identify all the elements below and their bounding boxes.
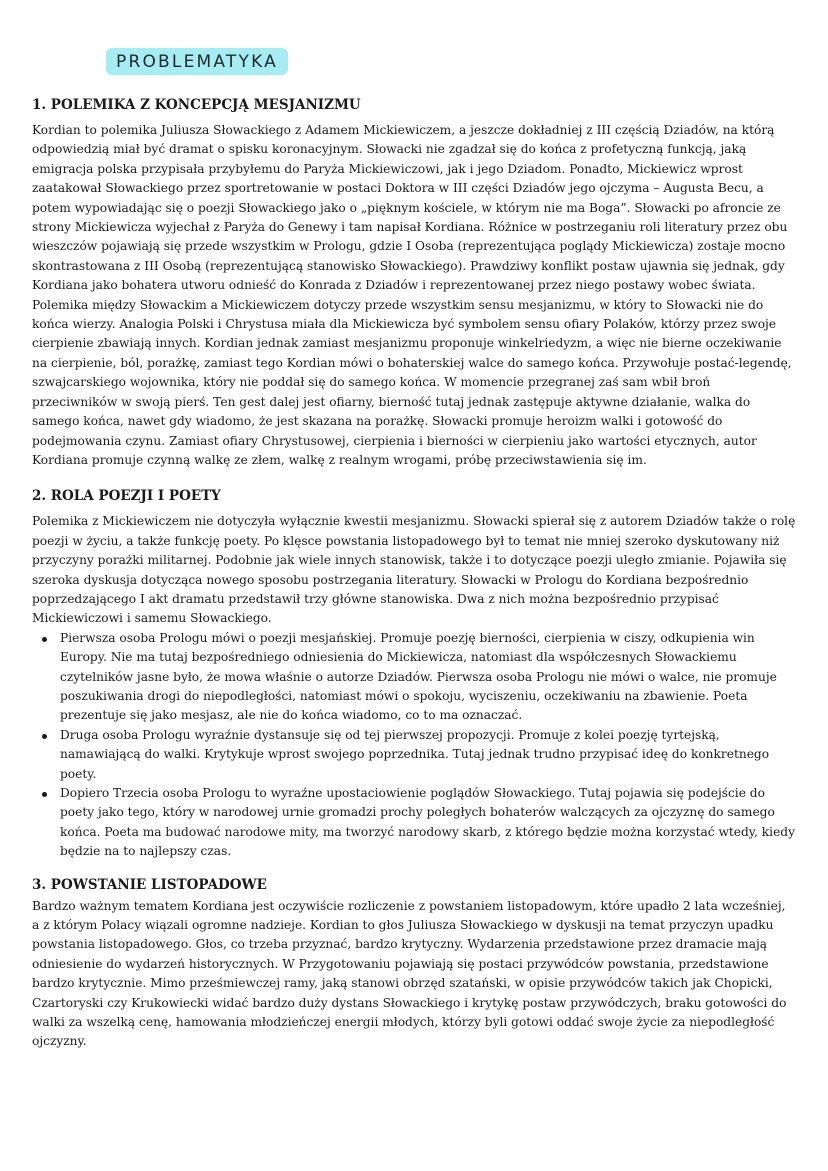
list-item-text: Pierwsza osoba Prologu mówi o poezji mesjańskiej. Promuje poezję bierności, cierpienia w ciszy, odkupienia win Europy. Nie ma tutaj bezpośredniego odniesienia do Mickiewicza, natomiast dla współczesnych Słowackiemu czytelników jasne było, że mowa właśnie o autorze Dziadów. Pierwsza osoba Prologu nie mówi o walce, nie promuje poszukiwania drogi do niepodległości, natomiast mówi o spokoju, wyciszeniu, oczekiwaniu na zbawienie. Poeta prezentuje się jako mesjasz, ale nie do końca wiadomo, co to ma oznaczać. <box>60 630 777 723</box>
section-rola-poezji <box>32 486 796 861</box>
list-item <box>60 784 796 862</box>
section-mesjanizm <box>32 95 796 470</box>
section-paragraph: Bardzo ważnym tematem Kordiana jest oczywiście rozliczenie z powstaniem listopadowym, które upadło 2 lata wcześniej, a z którym Polacy wiązali ogromne nadzieje. Kordian to głos Juliusza Słowackiego w dyskusji na temat przyczyn upadku powstania listopadowego. Głos, co trzeba przyznać, bardzo krytyczny. Wydarzenia przedstawione przez dramacie mają odniesienie do wydarzeń historycznych. W Przygotowaniu pojawiają się postaci przywódców powstania, przedstawione bardzo krytycznie. Mimo prześmiewczej ramy, jaką stanowi obrzęd szatański, w opisie przywódców takich jak Chopicki, Czartoryski czy Krukowiecki widać bardzo duży dystans Słowackiego i krytykę postaw przywódczych, braku gotowości do walki za wszelką cenę, hamowania młodzieńczej energii młodych, którzy byli gotowi oddać swoje życie za niepodległość ojczyzny. <box>32 898 787 1049</box>
list-item <box>60 726 796 784</box>
list-item-text: Druga osoba Prologu wyraźnie dystansuje się od tej pierwszej propozycji. Promuje z kolei poezję tyrtejską, namawiającą do walki. Krytykuje wprost swojego poprzednika. Tutaj jednak trudno przypisać ideę do konkretnego poety. <box>60 727 770 781</box>
document-page <box>32 48 796 1052</box>
bullet-icon <box>42 792 47 797</box>
section-powstanie <box>32 875 796 1052</box>
section-paragraph: Kordian to polemika Juliusza Słowackiego z Adamem Mickiewiczem, a jeszcze dokładniej z III częścią Dziadów, na którą odpowiedzią miał być dramat o spisku koronacyjnym. Słowacki nie zgadzał się do końca z profetyczną funkcją, jaką emigracja polska przypisała przybyłemu do Paryża Mickiewiczowi, jak i jego Dziadom. Ponadto, Mickiewicz wprost zaatakował Słowackiego przez sportretowanie w postaci Doktora w III części Dziadów jego ojczyma – Augusta Becu, a potem wypowiadając się o poezji Słowackiego jako o „pięknym kościele, w którym nie ma Boga”. Słowacki po afroncie ze strony Mickiewicza wyjechał z Paryża do Genewy i tam napisał Kordiana. Różnice w postrzeganiu roli literatury przez obu wieszczów pojawiają się przede wszystkim w Prologu, gdzie I Osoba (reprezentująca poglądy Mickiewicza) zostaje mocno skontrastowana z III Osobą (reprezentującą stanowisko Słowackiego). Prawdziwy konflikt postaw ujawnia się jednak, gdy Kordiana jako bohatera utworu odnieść do Konrada z Dziadów i reprezentowanej przez niego postawy wobec świata. Polemika między Słowackim a Mickiewiczem dotyczy przede wszystkim sensu mesjanizmu, w który to Słowacki nie do końca wierzy. Analogia Polski i Chrystusa miała dla Mickiewicza być symbolem sensu ofiary Polaków, którzy przez swoje cierpienie zbawiają innych. Kordian jednak zamiast mesjanizmu proponuje winkelriedyzm, a więc nie bierne oczekiwanie na cierpienie, ból, porażkę, zamiast tego Kordian mówi o bohaterskiej walce do samego końca. Przywołuje postać-legendę, szwajcarskiego wojownika, który nie poddał się do samego końca. W momencie przegranej zaś sam wbił broń przeciwników w swoją pierś. Ten gest dalej jest ofiarny, bierność tutaj jednak zastępuje aktywne działanie, walka do samego końca, nawet gdy wiadomo, że jest skazana na porażkę. Słowacki promuje heroizm walki i gotowość do podejmowania czynu. Zamiast ofiary Chrystusowej, cierpienia i bierności w cierpieniu jako wartości etycznych, autor Kordiana promuje czynną walkę ze złem, walkę z realnym wrogami, próbę przeciwstawienia się im. <box>32 123 792 467</box>
bullet-icon <box>42 734 47 739</box>
list-item-text: Dopiero Trzecia osoba Prologu to wyraźne upostaciowienie poglądów Słowackiego. Tutaj pojawia się podejście do poety jako tego, który w narodowej urnie gromadzi prochy poległych bohaterów walczących za ojczyznę do samego końca. Poeta ma budować narodowe mity, ma tworzyć narodowy skarb, z którego będzie można korzystać wtedy, kiedy będzie na to najlepszy czas. <box>60 786 795 859</box>
section-heading: 2. ROLA POEZJI I POETY <box>32 488 221 505</box>
section-heading: 1. POLEMIKA Z KONCEPCJĄ MESJANIZMU <box>32 97 361 113</box>
bullet-icon <box>42 637 47 642</box>
section-paragraph: Polemika z Mickiewiczem nie dotyczyła wyłącznie kwestii mesjanizmu. Słowacki spierał się z autorem Dziadów także o rolę poezji w życiu, a także funkcję poety. Po klęsce powstania listopadowego był to temat nie mniej szeroko dyskutowany niż przyczyny porażki militarnej. Podobnie jak wiele innych stanowisk, także i to dotyczące poezji uległo zmianie. Pojawiła się szeroka dyskusja dotycząca nowego sposobu postrzegania literatury. Słowacki w Prologu do Kordiana bezpośrednio poprzedzającego I akt dramatu przedstawił trzy główne stanowiska. Dwa z nich można bezpośrednio przypisać Mickiewiczowi i samemu Słowackiego. <box>32 514 796 626</box>
list-item <box>60 629 796 726</box>
bullet-list <box>32 629 796 862</box>
section-heading: 3. POWSTANIE LISTOPADOWE <box>32 876 267 893</box>
section-badge: PROBLEMATYKA <box>106 48 288 75</box>
